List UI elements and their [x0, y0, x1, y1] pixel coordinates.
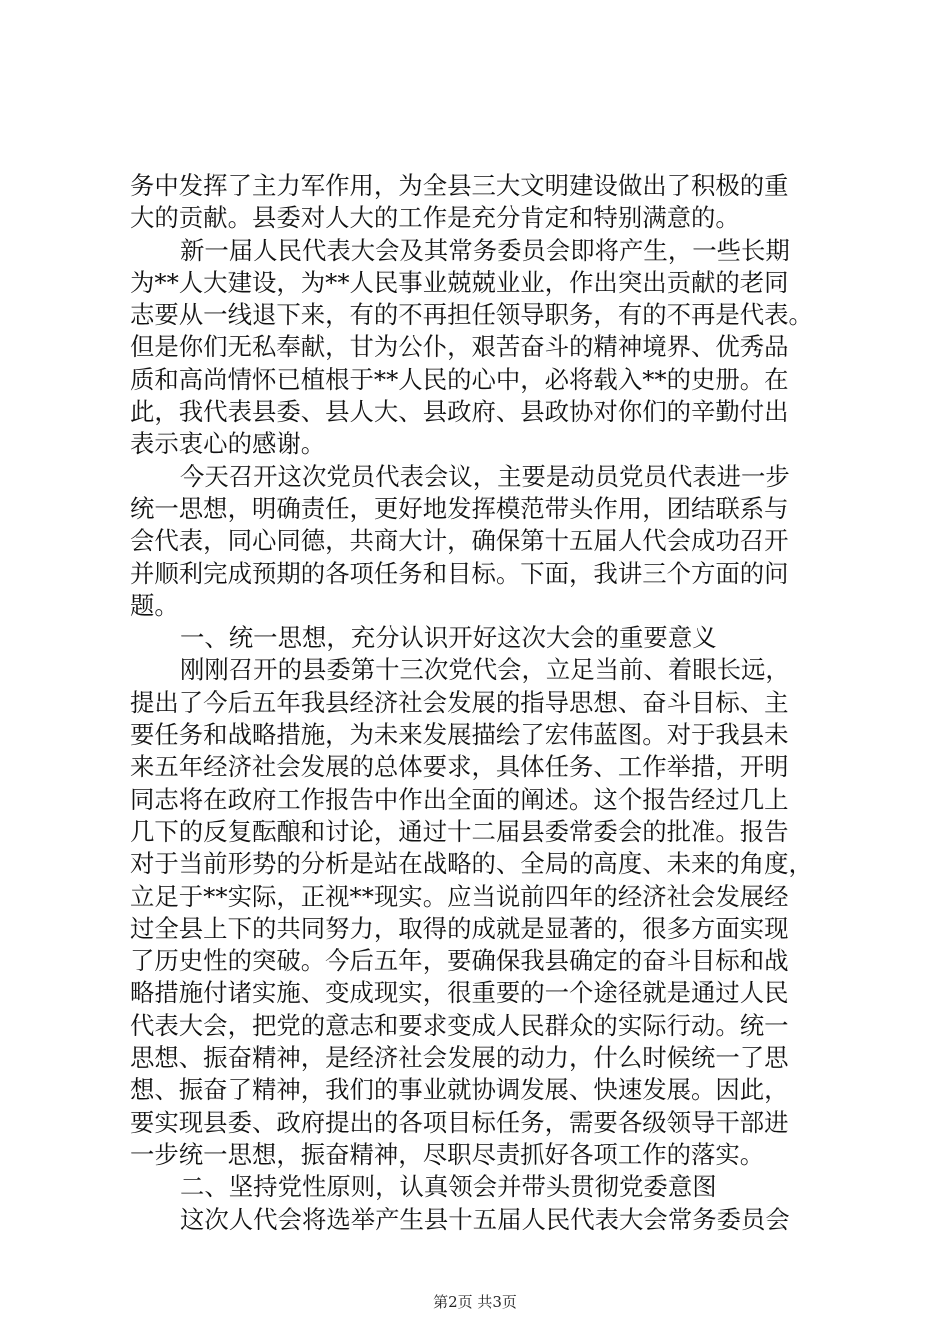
text-line: 提出了今后五年我县经济社会发展的指导思想、奋斗目标、主: [130, 687, 789, 717]
text-line: 一步统一思想，振奋精神，尽职尽责抓好各项工作的落实。: [130, 1139, 765, 1169]
text-line: 志要从一线退下来，有的不再担任领导职务，有的不再是代表。: [130, 300, 813, 330]
text-line: 大的贡献。县委对人大的工作是充分肯定和特别满意的。: [130, 203, 740, 233]
text-line: 会代表，同心同德，共商大计，确保第十五届人代会成功召开: [130, 526, 789, 556]
text-line: 思想、振奋精神，是经济社会发展的动力，什么时候统一了思: [130, 1043, 789, 1073]
text-line: 表示衷心的感谢。: [130, 429, 326, 459]
text-line: 今天召开这次党员代表会议，主要是动员党员代表进一步: [180, 461, 790, 491]
text-line: 此，我代表县委、县人大、县政府、县政协对你们的辛勤付出: [130, 397, 789, 427]
text-line: 为**人大建设，为**人民事业兢兢业业，作出突出贡献的老同: [130, 267, 789, 297]
text-line: 几下的反复酝酿和讨论，通过十二届县委常委会的批准。报告: [130, 816, 789, 846]
text-line: 代表大会，把党的意志和要求变成人民群众的实际行动。统一: [130, 1010, 789, 1040]
text-line: 想、振奋了精神，我们的事业就协调发展、快速发展。因此，: [130, 1075, 789, 1105]
text-line: 统一思想，明确责任，更好地发挥模范带头作用，团结联系与: [130, 493, 789, 523]
text-line: 要任务和战略措施，为未来发展描绘了宏伟蓝图。对于我县未: [130, 720, 789, 750]
text-line: 同志将在政府工作报告中作出全面的阐述。这个报告经过几上: [130, 784, 789, 814]
text-line: 了历史性的突破。今后五年，要确保我县确定的奋斗目标和战: [130, 946, 789, 976]
text-line: 略措施付诸实施、变成现实，很重要的一个途径就是通过人民: [130, 978, 789, 1008]
text-line: 但是你们无私奉献，甘为公仆，艰苦奋斗的精神境界、优秀品: [130, 332, 789, 362]
text-line: 立足于**实际，正视**现实。应当说前四年的经济社会发展经: [130, 881, 789, 911]
text-line: 过全县上下的共同努力，取得的成就是显著的，很多方面实现: [130, 913, 789, 943]
text-line: 题。: [130, 590, 179, 620]
text-line: 并顺利完成预期的各项任务和目标。下面，我讲三个方面的问: [130, 558, 789, 588]
text-line: 这次人代会将选举产生县十五届人民代表大会常务委员会: [180, 1204, 790, 1234]
text-line: 对于当前形势的分析是站在战略的、全局的高度、未来的角度，: [130, 849, 813, 879]
document-body: [130, 170, 834, 1236]
page-footer: 第2页 共3页: [433, 1293, 517, 1311]
text-line: 一、统一思想，充分认识开好这次大会的重要意义: [180, 623, 717, 653]
text-line: 二、坚持党性原则，认真领会并带头贯彻党委意图: [180, 1172, 717, 1202]
text-line: 来五年经济社会发展的总体要求，具体任务、工作举措，开明: [130, 752, 789, 782]
text-line: 务中发挥了主力军作用，为全县三大文明建设做出了积极的重: [130, 171, 789, 200]
text-line: 要实现县委、政府提出的各项目标任务，需要各级领导干部进: [130, 1107, 789, 1137]
text-line: 质和高尚情怀已植根于**人民的心中，必将载入**的史册。在: [130, 364, 789, 394]
text-line: 新一届人民代表大会及其常务委员会即将产生，一些长期: [180, 235, 790, 265]
text-line: 刚刚召开的县委第十三次党代会，立足当前、着眼长远，: [180, 655, 790, 685]
